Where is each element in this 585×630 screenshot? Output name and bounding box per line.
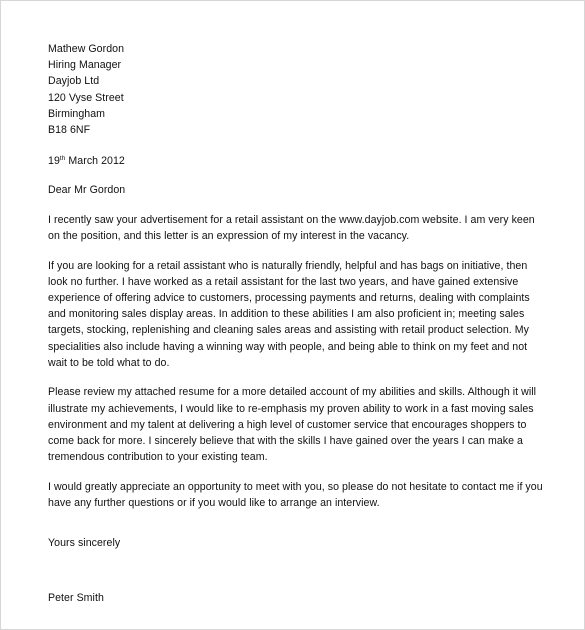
date-day-suffix: th <box>59 154 66 162</box>
salutation: Dear Mr Gordon <box>48 183 126 196</box>
signature-name: Peter Smith <box>48 591 104 604</box>
body-paragraph <box>48 258 543 371</box>
recipient-postcode: B18 6NF <box>48 124 91 137</box>
date-day: 19 <box>48 154 60 167</box>
recipient-city: Birmingham <box>48 107 106 120</box>
recipient-title: Hiring Manager <box>48 59 122 72</box>
paragraph-text: Please review my attached resume for a more detailed account of my abilities and skills. Although it will illustrate my achievements, I would like to re-emphasis my proven ability to work in a fast moving sales environment and my talent at delivering a high level of customer service that encourages shoppers to come back for more. I sincerely believe that with the skills I have gained over the years I can make a tremendous contribution to your existing team. <box>48 386 537 464</box>
date-month-year: March 2012 <box>68 154 125 167</box>
recipient-street: 120 Vyse Street <box>48 91 124 104</box>
recipient-address-block <box>48 41 543 138</box>
body-paragraph <box>48 384 543 465</box>
closing: Yours sincerely <box>48 537 121 550</box>
cover-letter <box>48 41 543 606</box>
body-paragraph <box>48 479 543 511</box>
recipient-name: Mathew Gordon <box>48 43 125 55</box>
paragraph-text: If you are looking for a retail assistant who is naturally friendly, helpful and has bags on initiative, then look no further. I have worked as a retail assistant for the last two years, and have gained extensive experience of offering advice to customers, processing payments and returns, dealing with complaints and monitoring sales display areas. In addition to these abilities I am also proficient in; meeting sales targets, stocking, replenishing and cleaning sales areas and assisting with retail product selection. My specialities also include having a winning way with people, and being able to think on my feet and not wait to be told what to do. <box>48 259 530 369</box>
paragraph-text: I recently saw your advertisement for a retail assistant on the www.dayjob.com website. I am very keen on the position, and this letter is an expression of my interest in the vacancy. <box>48 213 535 242</box>
body-paragraph <box>48 212 543 244</box>
letter-date <box>48 153 543 169</box>
recipient-company: Dayjob Ltd <box>48 75 100 88</box>
paragraph-text: I would greatly appreciate an opportunity to meet with you, so please do not hesitate to contact me if you have any further questions or if you would like to arrange an interview. <box>48 480 543 510</box>
